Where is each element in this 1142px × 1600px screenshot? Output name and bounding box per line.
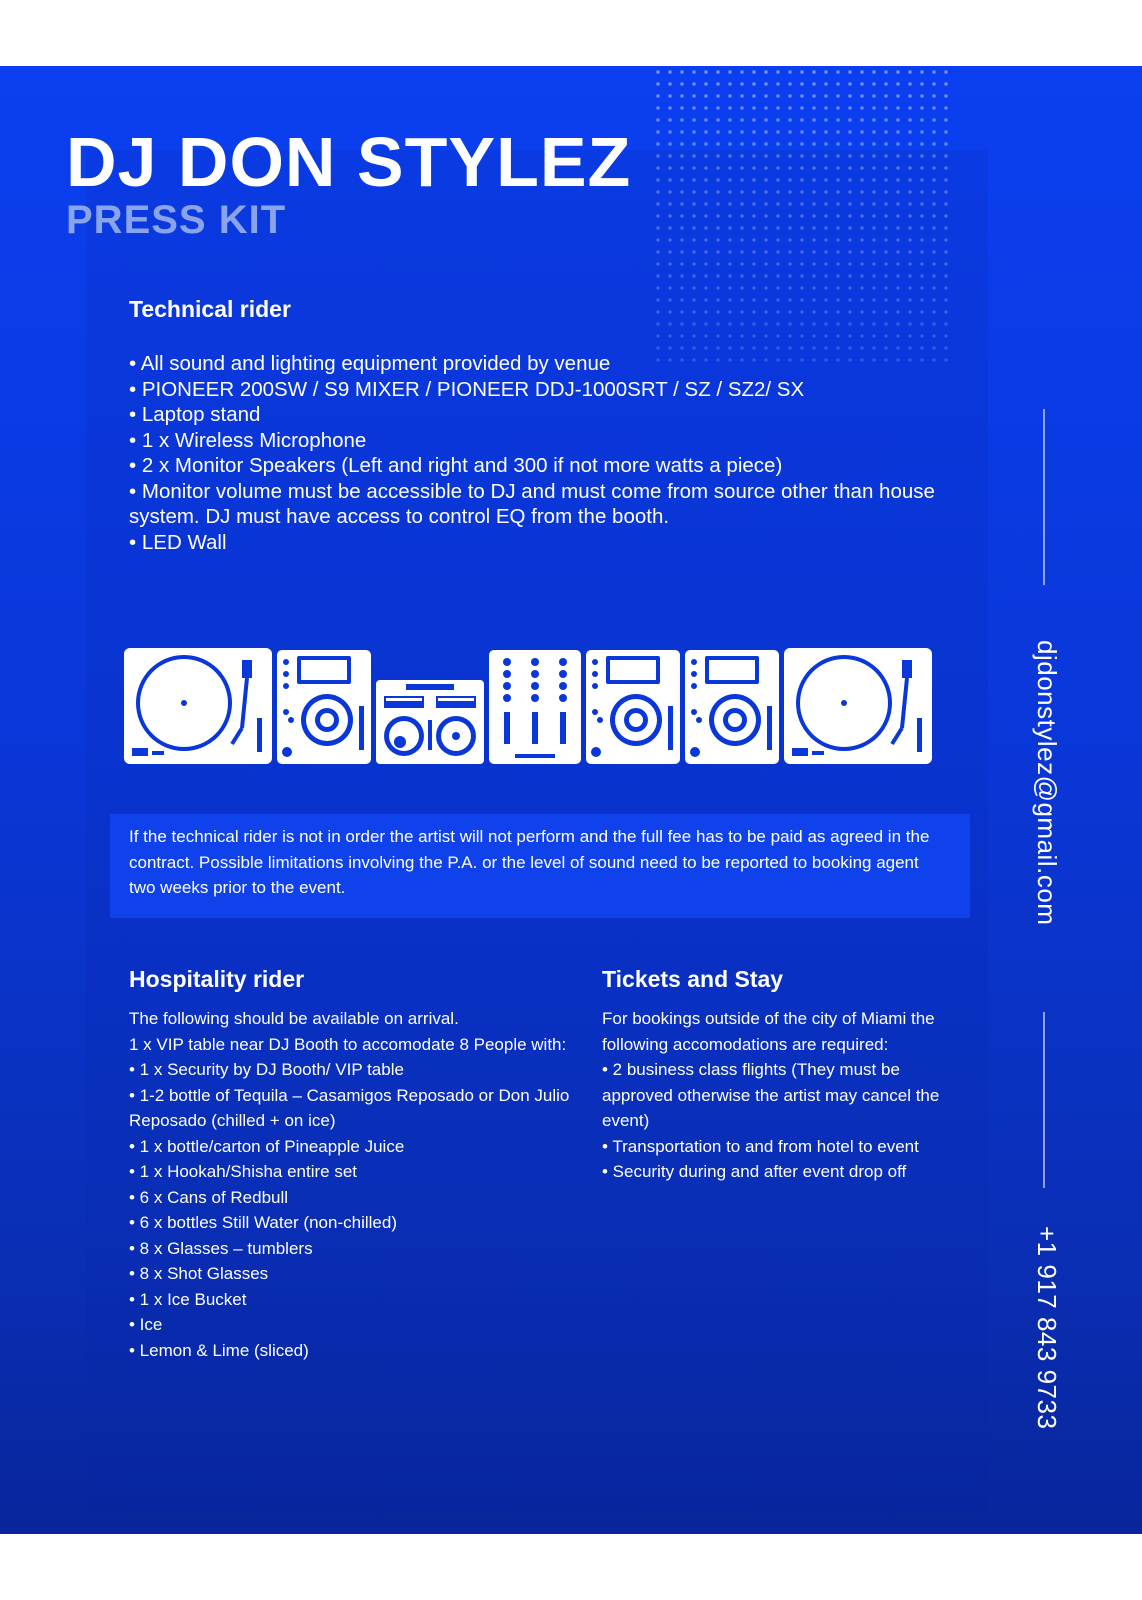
list-item: • Monitor volume must be accessible to DJ and must come from source other than house system. DJ must have access to control EQ from the booth. bbox=[129, 479, 935, 528]
list-item: • 6 x Cans of Redbull bbox=[129, 1187, 289, 1207]
list-item: • Transportation to and from hotel to event bbox=[602, 1136, 919, 1156]
list-item: • 1 x Ice Bucket bbox=[129, 1289, 247, 1309]
list-item: • Security during and after event drop off bbox=[602, 1162, 907, 1181]
list-item: For bookings outside of the city of Miami the following accomodations are required: bbox=[602, 1009, 935, 1054]
list-item: • LED Wall bbox=[129, 530, 227, 554]
notice-text: If the technical rider is not in order the artist will not perform and the full fee has to be paid as agreed in the contract. Possible limitations involving the P.A. or the level of sound need to be reported to booking agent two weeks prior to the event. bbox=[129, 827, 930, 897]
cdj-icon bbox=[685, 650, 779, 764]
page-subtitle: PRESS KIT bbox=[66, 198, 287, 242]
list-item: • 1 x Security by DJ Booth/ VIP table bbox=[129, 1060, 404, 1079]
hospitality-rider-heading: Hospitality rider bbox=[129, 966, 305, 992]
list-item: • Laptop stand bbox=[129, 403, 261, 426]
list-item: • 8 x Shot Glasses bbox=[129, 1264, 269, 1283]
list-item: • Ice bbox=[129, 1315, 163, 1334]
list-item: • 2 x Monitor Speakers (Left and right and 300 if not more watts a piece) bbox=[129, 454, 783, 477]
list-item: • 6 x bottles Still Water (non-chilled) bbox=[129, 1213, 397, 1232]
turntable-icon bbox=[784, 648, 932, 764]
dj-equipment-illustration bbox=[124, 648, 950, 764]
controller-icon bbox=[376, 680, 484, 764]
mixer-icon bbox=[489, 650, 581, 764]
list-item: The following should be available on arrival. bbox=[129, 1009, 459, 1028]
list-item: • 8 x Glasses – tumblers bbox=[129, 1238, 313, 1258]
tickets-stay-list bbox=[602, 1006, 972, 1185]
page-title: DJ DON STYLEZ bbox=[66, 123, 632, 201]
hospitality-rider-list bbox=[129, 1006, 589, 1363]
list-item: • 1-2 bottle of Tequila – Casamigos Reposado or Don Julio Reposado (chilled + on ice) bbox=[129, 1085, 570, 1130]
cdj-icon bbox=[277, 650, 371, 764]
notice-box bbox=[110, 814, 970, 918]
list-item: • All sound and lighting equipment provided by venue bbox=[129, 352, 611, 375]
contact-phone[interactable]: +1 917 843 9733 bbox=[1032, 1226, 1062, 1430]
divider-line bbox=[1043, 1012, 1045, 1188]
list-item: • PIONEER 200SW / S9 MIXER / PIONEER DDJ-1000SRT / SZ / SZ2/ SX bbox=[129, 377, 805, 401]
list-item: • 1 x bottle/carton of Pineapple Juice bbox=[129, 1136, 405, 1156]
technical-rider-heading: Technical rider bbox=[129, 296, 291, 322]
cdj-icon bbox=[586, 650, 680, 764]
list-item: 1 x VIP table near DJ Booth to accomodate 8 People with: bbox=[129, 1034, 567, 1054]
turntable-icon bbox=[124, 648, 272, 764]
technical-rider-list bbox=[129, 351, 959, 555]
list-item: • 1 x Wireless Microphone bbox=[129, 428, 367, 452]
list-item: • 2 business class flights (They must be approved otherwise the artist may cancel the event) bbox=[602, 1060, 940, 1130]
list-item: • Lemon & Lime (sliced) bbox=[129, 1340, 309, 1360]
press-kit-page bbox=[0, 66, 1142, 1534]
contact-email[interactable]: djdonstylez@gmail.com bbox=[1032, 640, 1062, 926]
divider-line bbox=[1043, 409, 1045, 585]
tickets-stay-heading: Tickets and Stay bbox=[602, 966, 784, 992]
list-item: • 1 x Hookah/Shisha entire set bbox=[129, 1162, 358, 1181]
